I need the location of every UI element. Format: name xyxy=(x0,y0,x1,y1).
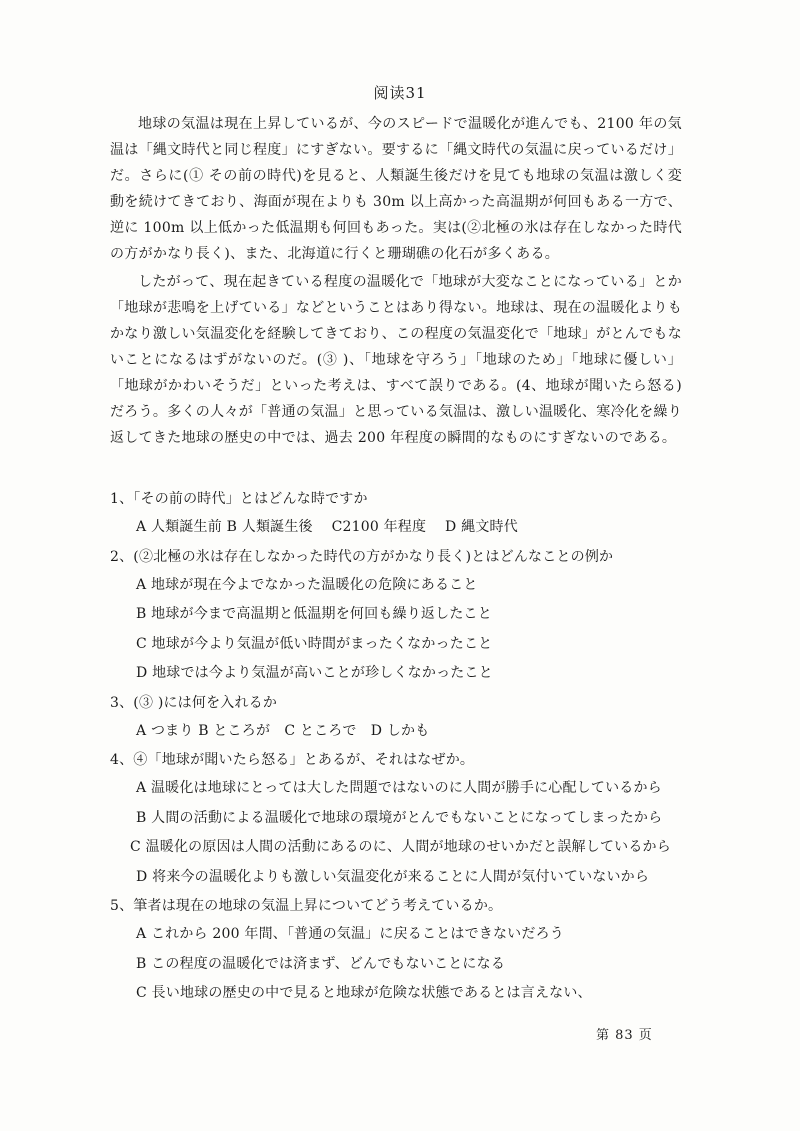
question-3 xyxy=(110,689,690,747)
question-stem: 4、④「地球が聞いたら怒る」とあるが、それはなぜか。 xyxy=(110,752,475,768)
answer-options xyxy=(110,513,690,543)
answer-option-b: B この程度の温暖化では済まず、どんでもないことになる xyxy=(136,955,506,972)
answer-option-d: D 地球では今より気温が高いことが珍しくなかったこと xyxy=(136,665,493,681)
question-stem: 1、「その前の時代」とはどんな時ですか xyxy=(110,491,368,507)
answer-option-a: A これから 200 年間、「普通の気温」に戻ることはできないだろう xyxy=(136,926,564,942)
answer-option-c: C 地球が今より気温が低い時間がまったくなかったこと xyxy=(136,635,493,652)
answer-option: A つまり B ところが C ところで D しかも xyxy=(136,722,430,739)
passage-paragraph-2: したがって、現在起きている程度の温暖化で「地球が大変なことになっている」とか「地球が悲鳴を上げている」などということはあり得ない。地球は、現在の温暖化よりもかなり激しい気温変化を経験してきており、この程度の気温変化で「地球」がとんでもないことになるはずがないのだ。(③ )、「地球を守ろう」「地球のため」「地球に優しい」「地球がかわいそうだ」といった考えは、すべて誤りである。(4、地球が聞いたら怒る)だろう。多くの人々が「普通の気温」と思っている気温は、激しい温暖化、寒冷化を繰り返してきた地球の歴史の中では、過去 200 年程度の瞬間的なものにすぎないのである。 xyxy=(110,274,682,446)
answer-option-a: A 地球が現在今よでなかった温暖化の危険にあること xyxy=(136,576,478,593)
question-stem: 3、(③ )には何を入れるか xyxy=(110,694,278,711)
question-1 xyxy=(110,485,690,543)
question-stem: 5、筆者は現在の地球の気温上昇についてどう考えているか。 xyxy=(110,898,503,914)
answer-options xyxy=(110,571,690,689)
page-number: 第 83 页 xyxy=(596,1028,653,1043)
answer-options xyxy=(110,774,690,892)
question-list xyxy=(110,485,690,1009)
answer-option-d: D 将来今の温暖化よりも激しい気温変化が来ることに人間が気付いていないから xyxy=(136,868,650,885)
answer-option-c: C 温暖化の原因は人間の活動にあるのに、人間が地球のせいかだと誤解しているから xyxy=(130,839,671,855)
reading-passage xyxy=(110,111,682,451)
answer-option-c: C 長い地球の歴史の中で見ると地球が危険な状態であるとは言えない、 xyxy=(136,985,592,1001)
answer-options xyxy=(110,920,690,1009)
answer-option-b: B 人間の活動による温暖化で地球の環境がとんでもないことになってしまったから xyxy=(136,809,663,826)
question-5 xyxy=(110,892,690,1009)
answer-options xyxy=(110,717,690,747)
answer-option: A 人類誕生前 B 人類誕生後 C2100 年程度 D 縄文時代 xyxy=(136,519,518,535)
answer-option-a: A 温暖化は地球にとっては大した問題ではないのに人間が勝手に心配しているから xyxy=(136,780,662,796)
passage-paragraph-1: 地球の気温は現在上昇しているが、今のスピードで温暖化が進んでも、2100 年の気温は「縄文時代と同じ程度」にすぎない。要するに「縄文時代の気温に戻っているだけ」だ。さらに(① その前の時代)を見ると、人類誕生後だけを見ても地球の気温は激しく変動を続けてきており、海面が現在よりも 30m 以上高かった高温期が何回もある一方で、逆に 100m 以上低かった低温期も何回もあった。実は(②北極の氷は存在しなかった時代の方がかなり長く)、また、北海道に行くと珊瑚礁の化石が多くある。 xyxy=(110,116,682,262)
answer-option-b: B 地球が今まで高温期と低温期を何回も繰り返したこと xyxy=(136,606,492,622)
question-stem: 2、(②北極の氷は存在しなかった時代の方がかなり長く)とはどんなことの例か xyxy=(110,548,614,565)
page-title: 阅读31 xyxy=(373,84,427,102)
question-4 xyxy=(110,746,690,892)
question-2 xyxy=(110,543,690,689)
